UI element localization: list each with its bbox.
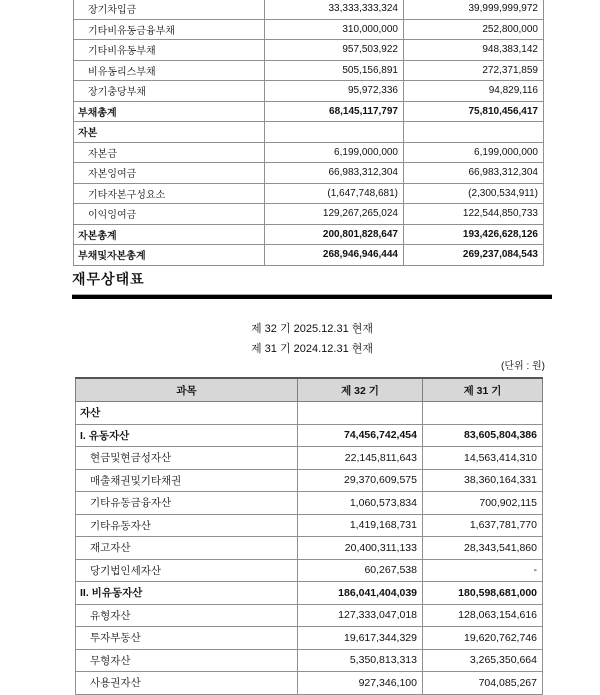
table-row xyxy=(76,672,543,695)
account-label: 투자부동산 xyxy=(76,627,298,650)
amount-fy31: 180,598,681,000 xyxy=(423,582,543,605)
amount-fy31: 128,063,154,616 xyxy=(423,604,543,627)
amount-fy31: 94,829,116 xyxy=(404,81,544,102)
liabilities-equity-table xyxy=(73,0,544,266)
account-label: 매출채권및기타채권 xyxy=(76,469,298,492)
amount-fy32: 68,145,117,797 xyxy=(265,101,404,122)
amount-fy32: 60,267,538 xyxy=(298,559,423,582)
account-label: 자본 xyxy=(74,122,265,143)
account-label: 재고자산 xyxy=(76,537,298,560)
account-label: 장기충당부채 xyxy=(74,81,265,102)
table-row-noncurrent-assets xyxy=(76,582,543,605)
amount-fy32: 957,503,922 xyxy=(265,40,404,61)
account-label: 자본잉여금 xyxy=(74,163,265,184)
amount-fy32: 1,060,573,834 xyxy=(298,492,423,515)
account-label: 현금및현금성자산 xyxy=(76,447,298,470)
account-label: 기타자본구성요소 xyxy=(74,183,265,204)
amount-fy32: 310,000,000 xyxy=(265,19,404,40)
header-fy31: 제 31 기 xyxy=(423,378,543,402)
amount-fy31: 700,902,115 xyxy=(423,492,543,515)
amount-fy32: 127,333,047,018 xyxy=(298,604,423,627)
header-account: 과목 xyxy=(76,378,298,402)
table-row-total-liabilities xyxy=(74,101,544,122)
page-title: 재무상태표 xyxy=(72,271,145,287)
table-row-total-liabilities-equity xyxy=(74,245,544,266)
amount-fy31: 272,371,859 xyxy=(404,60,544,81)
table-row-current-assets xyxy=(76,424,543,447)
amount-fy31: 3,265,350,664 xyxy=(423,649,543,672)
header-fy32: 제 32 기 xyxy=(298,378,423,402)
account-label: 기타비유동부채 xyxy=(74,40,265,61)
table-row xyxy=(74,183,544,204)
amount-fy31: 19,620,762,746 xyxy=(423,627,543,650)
account-label: I. 유동자산 xyxy=(76,424,298,447)
account-label: 자본금 xyxy=(74,142,265,163)
amount-fy32: 927,346,100 xyxy=(298,672,423,695)
account-label: 장기차입금 xyxy=(74,0,265,19)
amount-fy31: 252,800,000 xyxy=(404,19,544,40)
amount-fy32: 29,370,609,575 xyxy=(298,469,423,492)
table-row xyxy=(76,447,543,470)
amount-fy32: 74,456,742,454 xyxy=(298,424,423,447)
amount-fy32: 268,946,946,444 xyxy=(265,245,404,266)
account-label: 기타비유동금융부채 xyxy=(74,19,265,40)
amount-fy32: 20,400,311,133 xyxy=(298,537,423,560)
amount-fy32: 95,972,336 xyxy=(265,81,404,102)
amount-fy31: - xyxy=(423,559,543,582)
table-row xyxy=(74,19,544,40)
amount-fy32 xyxy=(298,402,423,425)
account-label: 당기법인세자산 xyxy=(76,559,298,582)
account-label: 부채및자본총계 xyxy=(74,245,265,266)
table-row xyxy=(76,559,543,582)
amount-fy31 xyxy=(423,402,543,425)
account-label: 기타유동금융자산 xyxy=(76,492,298,515)
amount-fy32 xyxy=(265,122,404,143)
table-row xyxy=(76,514,543,537)
table-row xyxy=(76,649,543,672)
amount-fy31: 66,983,312,304 xyxy=(404,163,544,184)
amount-fy32: 505,156,891 xyxy=(265,60,404,81)
amount-fy32: 129,267,265,024 xyxy=(265,204,404,225)
table-row xyxy=(74,81,544,102)
amount-fy31: (2,300,534,911) xyxy=(404,183,544,204)
amount-fy31: 269,237,084,543 xyxy=(404,245,544,266)
table-row xyxy=(76,537,543,560)
amount-fy31: 6,199,000,000 xyxy=(404,142,544,163)
table-row xyxy=(76,627,543,650)
amount-fy31: 1,637,781,770 xyxy=(423,514,543,537)
amount-fy31: 193,426,628,126 xyxy=(404,224,544,245)
account-label: 부채총계 xyxy=(74,101,265,122)
amount-fy31: 75,810,456,417 xyxy=(404,101,544,122)
account-label: 무형자산 xyxy=(76,649,298,672)
amount-fy32: (1,647,748,681) xyxy=(265,183,404,204)
amount-fy31: 28,343,541,860 xyxy=(423,537,543,560)
table-row xyxy=(76,604,543,627)
table-row xyxy=(74,60,544,81)
title-divider-rule xyxy=(72,294,552,299)
table-row-equity-section xyxy=(74,122,544,143)
account-label: 자산 xyxy=(76,402,298,425)
table-row xyxy=(74,0,544,19)
table-row xyxy=(74,142,544,163)
amount-fy31: 14,563,414,310 xyxy=(423,447,543,470)
amount-fy32: 19,617,344,329 xyxy=(298,627,423,650)
amount-fy32: 33,333,333,324 xyxy=(265,0,404,19)
account-label: 사용권자산 xyxy=(76,672,298,695)
amount-fy31: 83,605,804,386 xyxy=(423,424,543,447)
table-row xyxy=(74,204,544,225)
amount-fy32: 22,145,811,643 xyxy=(298,447,423,470)
account-label: II. 비유동자산 xyxy=(76,582,298,605)
amount-fy31: 704,085,267 xyxy=(423,672,543,695)
amount-fy32: 66,983,312,304 xyxy=(265,163,404,184)
fiscal-period-line-1: 제 32 기 2025.12.31 현재 xyxy=(250,323,374,335)
balance-sheet-table xyxy=(75,377,543,695)
account-label: 자본총계 xyxy=(74,224,265,245)
amount-fy31: 38,360,164,331 xyxy=(423,469,543,492)
table-row-total-equity xyxy=(74,224,544,245)
amount-fy31 xyxy=(404,122,544,143)
account-label: 비유동리스부채 xyxy=(74,60,265,81)
table-header-row xyxy=(76,378,543,402)
amount-fy31: 122,544,850,733 xyxy=(404,204,544,225)
table-row-assets-section xyxy=(76,402,543,425)
table-row xyxy=(74,163,544,184)
amount-fy32: 5,350,813,313 xyxy=(298,649,423,672)
table-row xyxy=(74,40,544,61)
amount-fy32: 186,041,404,039 xyxy=(298,582,423,605)
amount-fy31: 39,999,999,972 xyxy=(404,0,544,19)
amount-fy31: 948,383,142 xyxy=(404,40,544,61)
amount-fy32: 1,419,168,731 xyxy=(298,514,423,537)
account-label: 기타유동자산 xyxy=(76,514,298,537)
account-label: 유형자산 xyxy=(76,604,298,627)
account-label: 이익잉여금 xyxy=(74,204,265,225)
table-row xyxy=(76,492,543,515)
fiscal-period-line-2: 제 31 기 2024.12.31 현재 xyxy=(250,343,374,355)
amount-fy32: 200,801,828,647 xyxy=(265,224,404,245)
amount-fy32: 6,199,000,000 xyxy=(265,142,404,163)
unit-label: (단위 : 원) xyxy=(501,361,545,372)
table-row xyxy=(76,469,543,492)
